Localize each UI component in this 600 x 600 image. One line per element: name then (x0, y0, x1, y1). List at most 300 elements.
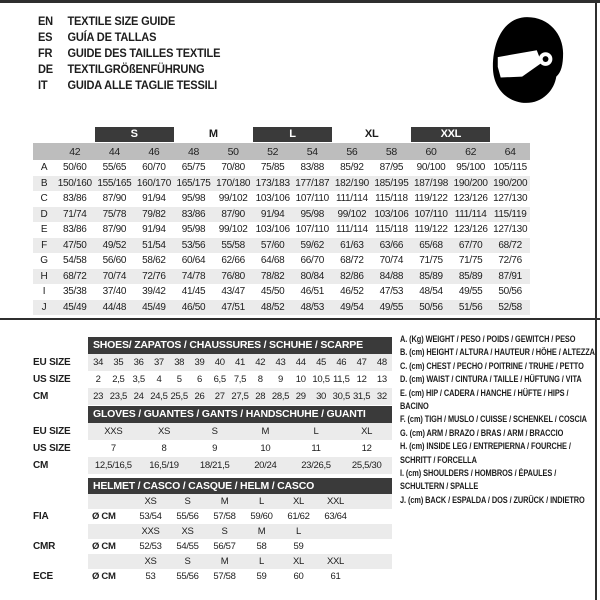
size-value: 52/58 (498, 301, 522, 313)
size-value: 43/47 (221, 286, 245, 298)
size-value: 49/52 (102, 239, 127, 251)
cell-value: 26 (194, 391, 205, 402)
cell-value: 5 (176, 374, 182, 385)
cell-value: 10 (260, 443, 271, 454)
size-value: 150/160 (57, 177, 92, 189)
size-value: 111/114 (335, 193, 368, 205)
cell-value: 7,5 (233, 374, 247, 385)
language-title: GUIDE DES TAILLES TEXTILE (67, 46, 221, 60)
diameter-unit-label: Ø CM (92, 571, 116, 582)
row-values (88, 371, 392, 388)
size-table (33, 127, 530, 315)
row-label: CM (33, 391, 49, 402)
diameter-unit-label: Ø CM (92, 511, 116, 522)
helmet-size-value: 53 (145, 571, 156, 582)
helmet-size-label: XXS (141, 526, 160, 537)
size-value: 119/122 (414, 224, 448, 236)
size-value: 70/80 (221, 162, 245, 174)
row-values (88, 354, 392, 371)
helmet-size-value: 54/55 (176, 541, 199, 552)
size-value: 71/75 (458, 255, 483, 267)
size-value: 107/110 (295, 193, 329, 205)
size-table-row-d (33, 207, 530, 223)
size-value: 99/102 (218, 224, 248, 236)
size-value: 70/74 (102, 270, 127, 282)
helmet-sizes-row (33, 554, 392, 569)
row-label: EU SIZE (33, 426, 71, 437)
helmet-standard-label: CMR (33, 541, 56, 552)
size-value: 55/65 (102, 162, 127, 174)
helmet-size-value: 61/62 (287, 511, 310, 522)
helmet-table-title: HELMET / CASCO / CASQUE / HELM / CASCO (88, 478, 392, 494)
size-number: 50 (227, 145, 239, 158)
helmet-standard-label: ECE (33, 571, 53, 582)
cell-value: 30,5 (332, 391, 350, 402)
size-value: 107/110 (295, 224, 329, 236)
size-value: 103/106 (374, 208, 409, 220)
empty-cell (33, 494, 88, 509)
empty-cell (33, 524, 88, 539)
size-table-row-h (33, 269, 530, 285)
size-value: 60/64 (181, 255, 206, 267)
size-value: 72/76 (142, 270, 166, 282)
row-letter: J (41, 301, 47, 313)
language-code: IT (38, 78, 48, 92)
helmet-size-label: M (220, 496, 229, 507)
helmet-size-label: XXL (326, 496, 345, 507)
size-value: 123/126 (453, 224, 488, 236)
size-value: 190/200 (453, 177, 488, 189)
cell-value: L (313, 426, 319, 437)
cell-value: 47 (356, 357, 367, 368)
size-value: 107/110 (414, 208, 448, 220)
size-value: 47/50 (63, 239, 87, 251)
size-value: 76/80 (221, 270, 245, 282)
size-value: 79/82 (142, 208, 166, 220)
helmet-size-value: 59 (293, 541, 304, 552)
row-letter: I (42, 286, 46, 298)
legend-item: E. (cm) HIP / CADERA / HANCHE / HÜFTE / HIPS / BACINO (400, 387, 569, 412)
cell-value: 27,5 (231, 391, 249, 402)
size-value: 60/70 (142, 162, 166, 174)
helmet-size-label: L (259, 556, 264, 567)
cell-value: 48 (376, 357, 387, 368)
size-value: 45/49 (63, 301, 87, 313)
size-value: 53/56 (181, 239, 206, 251)
size-table-row-g (33, 253, 530, 269)
size-value: 91/94 (142, 224, 166, 236)
helmet-size-value: 53/54 (139, 511, 162, 522)
helmet-size-label: S (184, 496, 191, 507)
helmet-size-label: S (184, 556, 191, 567)
helmet-size-value: 60 (293, 571, 304, 582)
size-value: 190/200 (493, 177, 528, 189)
size-value: 123/126 (453, 193, 488, 205)
cell-value: XS (157, 426, 171, 437)
cell-value: 38 (174, 357, 185, 368)
cell-value: 10 (295, 374, 306, 385)
size-value: 50/56 (419, 301, 443, 313)
cell-value: 43 (275, 357, 286, 368)
size-value: 87/95 (379, 162, 404, 174)
cell-value: 11 (311, 443, 321, 454)
size-value: 41/45 (181, 286, 206, 298)
size-value: 71/74 (63, 208, 87, 220)
racing-helmet-icon (489, 14, 567, 106)
row-letter: B (40, 177, 48, 189)
size-value: 83/86 (63, 224, 87, 236)
cell-value: 40 (214, 357, 225, 368)
size-numbers-row (33, 143, 530, 160)
size-value: 82/86 (340, 270, 364, 282)
size-value: 48/53 (300, 301, 325, 313)
size-value: 72/76 (498, 255, 522, 267)
helmet-size-label: XXL (326, 556, 345, 567)
shoes-table (33, 337, 392, 405)
cell-value: 24 (133, 391, 144, 402)
language-code: FR (38, 46, 53, 60)
size-value: 83/86 (63, 193, 87, 205)
helmet-size-label: XS (144, 496, 157, 507)
legend-item: J. (cm) BACK / ESPALDA / DOS / ZURÜCK / INDIETRO (400, 494, 585, 505)
cell-value: 30 (316, 391, 327, 402)
size-value: 177/187 (295, 177, 330, 189)
helmet-size-label: S (221, 526, 228, 537)
size-group-label-m: M (208, 128, 218, 140)
empty-cell (33, 127, 95, 142)
page-right-border (595, 0, 597, 600)
size-value: 49/55 (379, 301, 404, 313)
size-number: 46 (148, 145, 160, 158)
language-row-it (38, 77, 220, 93)
size-value: 85/92 (340, 162, 364, 174)
size-value: 91/94 (260, 208, 285, 220)
row-letter: H (40, 270, 48, 282)
size-value: 74/78 (181, 270, 206, 282)
helmet-size-label: M (220, 556, 229, 567)
size-value: 68/72 (498, 239, 522, 251)
row-label: US SIZE (33, 374, 71, 385)
size-table-row-c (33, 191, 530, 207)
size-number: 58 (385, 145, 397, 158)
size-value: 87/90 (102, 224, 127, 236)
cell-value: 45 (316, 357, 327, 368)
size-value: 80/84 (300, 270, 325, 282)
helmet-size-value: 61 (330, 571, 341, 582)
language-row-fr (38, 45, 220, 61)
helmet-size-label: XL (292, 496, 305, 507)
helmet-size-label: M (257, 526, 266, 537)
size-number: 44 (108, 145, 120, 158)
language-row-de (38, 61, 220, 77)
size-number: 64 (504, 145, 516, 158)
table-row (33, 371, 392, 388)
cell-value: 23 (93, 391, 104, 402)
size-value: 85/89 (419, 270, 443, 282)
size-value: 115/119 (493, 208, 527, 220)
size-number: 54 (306, 145, 318, 158)
cell-value: 12,5/16,5 (94, 460, 132, 471)
size-value: 49/55 (458, 286, 483, 298)
cell-value: 8 (161, 443, 167, 454)
size-value: 155/165 (97, 177, 132, 189)
language-list (38, 13, 236, 93)
gloves-table (33, 406, 392, 474)
size-value: 48/54 (419, 286, 443, 298)
gloves-table-title: GLOVES / GUANTES / GANTS / HANDSCHUHE / GUANTI (88, 406, 392, 423)
size-table-row-a (33, 160, 530, 176)
size-value: 57/60 (260, 239, 285, 251)
helmet-size-value: 55/56 (176, 511, 199, 522)
helmet-size-value: 58 (256, 541, 267, 552)
table-row (33, 457, 392, 474)
size-value: 63/66 (379, 239, 404, 251)
size-value: 47/53 (379, 286, 404, 298)
legend-item: F. (cm) TIGH / MUSLO / CUISSE / SCHENKEL / COSCIA (400, 414, 587, 425)
size-value: 95/100 (456, 162, 486, 174)
helmet-values-row-fia (33, 509, 392, 524)
size-value: 160/170 (136, 177, 171, 189)
size-value: 127/130 (493, 224, 528, 236)
row-letter: E (40, 224, 48, 236)
size-value: 70/74 (379, 255, 404, 267)
row-label: US SIZE (33, 443, 71, 454)
table-row (33, 423, 392, 440)
size-value: 111/114 (454, 208, 487, 220)
row-label: CM (33, 460, 49, 471)
legend-item: C. (cm) CHEST / PECHO / POITRINE / TRUHE / PETTO (400, 360, 584, 371)
size-value: 45/50 (260, 286, 285, 298)
size-value: 61/63 (340, 239, 364, 251)
cell-value: 23,5 (109, 391, 128, 402)
helmet-size-label: L (259, 496, 264, 507)
size-table-row-e (33, 222, 530, 238)
size-number: 62 (465, 145, 477, 158)
measurement-legend (400, 333, 595, 507)
size-value: 83/86 (181, 208, 206, 220)
size-value: 46/51 (300, 286, 325, 298)
cell-value: 9 (212, 443, 218, 454)
cell-value: 27 (214, 391, 225, 402)
size-value: 185/195 (374, 177, 409, 189)
language-row-es (38, 29, 220, 45)
row-values (88, 457, 392, 474)
size-group-label-xl: XL (364, 128, 379, 140)
size-value: 48/52 (260, 301, 285, 313)
size-number: 56 (346, 145, 358, 158)
row-letter: D (40, 208, 48, 220)
size-group-row (33, 127, 530, 142)
size-value: 115/118 (375, 193, 408, 205)
row-values (88, 494, 392, 509)
language-title: TEXTILGRÖßENFÜHRUNG (67, 62, 205, 76)
cell-value: 25,5/30 (351, 460, 382, 471)
cell-value: 24,5 (150, 391, 168, 402)
cell-value: 23/26,5 (301, 460, 331, 471)
size-number: 42 (69, 145, 81, 158)
cell-value: 28 (255, 391, 266, 402)
language-row-en (38, 13, 220, 29)
size-value: 85/89 (458, 270, 483, 282)
language-code: DE (38, 62, 53, 76)
size-value: 95/98 (181, 193, 206, 205)
size-value: 46/50 (181, 301, 206, 313)
language-code: ES (38, 30, 53, 44)
cell-value: 13 (376, 374, 387, 385)
size-value: 50/60 (63, 162, 87, 174)
cell-value: 20/24 (254, 460, 277, 471)
size-value: 62/66 (221, 255, 245, 267)
size-value: 37/40 (102, 286, 127, 298)
size-value: 71/75 (419, 255, 443, 267)
helmet-size-label: XL (292, 556, 305, 567)
size-group-label-l: L (253, 127, 332, 142)
size-value: 99/102 (337, 208, 367, 220)
row-values (88, 569, 392, 584)
cell-value: 31,5 (352, 391, 371, 402)
size-value: 105/115 (493, 162, 527, 174)
size-value: 49/54 (340, 301, 364, 313)
size-value: 99/102 (218, 193, 248, 205)
legend-item: A. (Kg) WEIGHT / PESO / POIDS / GEWITCH / PESO (400, 334, 576, 344)
diameter-unit-label: Ø CM (92, 541, 116, 552)
legend-item: I. (cm) SHOULDERS / HOMBROS / ÉPAULES / SCHULTERN / SPALLE (400, 468, 557, 492)
table-row (33, 388, 392, 405)
legend-item: D. (cm) WAIST / CINTURA / TAILLE / HÜFTUNG / VITA (400, 374, 582, 385)
helmet-size-value: 55/56 (176, 571, 199, 582)
size-value: 87/90 (221, 208, 245, 220)
helmet-table (33, 478, 392, 584)
helmet-standard-label: FIA (33, 511, 49, 522)
cell-value: 12 (356, 374, 367, 385)
size-value: 55/58 (221, 239, 245, 251)
cell-value: 32 (376, 391, 387, 402)
cell-value: 37 (153, 357, 164, 368)
empty-cell (490, 127, 530, 142)
size-value: 182/190 (334, 177, 369, 189)
size-table-row-i (33, 284, 530, 300)
language-title: TEXTILE SIZE GUIDE (67, 14, 176, 28)
language-title: GUÍA DE TALLAS (67, 30, 157, 44)
shoes-table-title: SHOES/ ZAPATOS / CHAUSSURES / SCHUHE / SCARPE (88, 337, 392, 354)
size-value: 84/88 (379, 270, 404, 282)
size-value: 95/98 (181, 224, 206, 236)
table-row (33, 354, 392, 371)
helmet-size-label: XS (144, 556, 157, 567)
size-table-row-b (33, 176, 530, 192)
row-values (88, 554, 392, 569)
size-value: 83/88 (300, 162, 325, 174)
cell-value: M (261, 426, 270, 437)
size-value: 127/130 (493, 193, 528, 205)
row-values (88, 440, 392, 457)
cell-value: 29 (295, 391, 306, 402)
size-value: 165/175 (176, 177, 211, 189)
size-group-label-s: S (95, 127, 174, 142)
size-value: 65/68 (419, 239, 443, 251)
row-values (88, 539, 392, 554)
size-value: 54/58 (63, 255, 87, 267)
cell-value: XXS (104, 426, 123, 437)
size-value: 51/56 (458, 301, 483, 313)
cell-value: 8 (257, 374, 263, 385)
helmet-size-value: 63/64 (324, 511, 347, 522)
size-value: 59/62 (300, 239, 325, 251)
size-value: 45/49 (142, 301, 166, 313)
size-value: 87/90 (102, 193, 127, 205)
size-value: 58/62 (142, 255, 166, 267)
cell-value: 2 (95, 374, 101, 385)
size-value: 170/180 (216, 177, 251, 189)
cell-value: 41 (235, 357, 245, 368)
helmet-size-label: L (296, 526, 301, 537)
cell-value: 39 (194, 357, 205, 368)
size-value: 68/72 (63, 270, 87, 282)
size-group-label-xxl: XXL (411, 127, 490, 142)
cell-value: 18/21,5 (199, 460, 230, 471)
cell-value: 44 (295, 357, 306, 368)
size-value: 91/94 (142, 193, 166, 205)
size-value: 47/51 (221, 301, 245, 313)
size-table-row-j (33, 300, 530, 316)
cell-value: 3,5 (132, 374, 145, 385)
size-value: 66/70 (300, 255, 325, 267)
helmet-sizes-row (33, 494, 392, 509)
helmet-size-label: XS (181, 526, 194, 537)
size-number: 48 (187, 145, 200, 158)
cell-value: 36 (133, 357, 144, 368)
size-value: 35/38 (63, 286, 87, 298)
row-values (88, 524, 392, 539)
size-value: 90/100 (416, 162, 446, 174)
language-title: GUIDA ALLE TAGLIE TESSILI (67, 78, 217, 92)
empty-cell (33, 554, 88, 569)
cell-value: 6 (196, 374, 202, 385)
page-top-border (0, 0, 600, 3)
cell-value: 34 (93, 357, 104, 368)
size-value: 68/72 (340, 255, 364, 267)
cell-value: 46 (336, 357, 347, 368)
row-letter: G (40, 255, 48, 267)
size-value: 78/82 (260, 270, 285, 282)
helmet-size-value: 57/58 (213, 571, 236, 582)
size-value: 39/42 (142, 286, 166, 298)
cell-value: 35 (113, 357, 124, 368)
row-values (88, 423, 392, 440)
legend-item: B. (cm) HEIGHT / ALTURA / HAUTEUR / HÖHE / ALTEZZA (400, 347, 595, 358)
cell-value: 16,5/19 (149, 460, 179, 471)
helmet-size-value: 52/53 (139, 541, 162, 552)
helmet-size-value: 59/60 (250, 511, 273, 522)
cell-value: S (211, 426, 218, 437)
size-value: 67/70 (458, 239, 483, 251)
size-value: 111/114 (335, 224, 368, 236)
row-values (88, 509, 392, 524)
cell-value: 25,5 (170, 391, 188, 402)
size-value: 65/75 (181, 162, 206, 174)
helmet-values-row-ece (33, 569, 392, 584)
table-row (33, 440, 392, 457)
size-value: 75/78 (102, 208, 127, 220)
cell-value: 11,5 (333, 374, 350, 385)
row-letter: A (40, 162, 48, 174)
size-value: 103/106 (255, 224, 290, 236)
cell-value: 4 (156, 374, 162, 385)
size-value: 50/56 (498, 286, 522, 298)
row-label: EU SIZE (33, 357, 71, 368)
section-divider (0, 318, 600, 320)
legend-item: H. (cm) INSIDE LEG / ENTREPIERNA / FOURCHE / SCHRITT / FORCELLA (400, 441, 571, 465)
